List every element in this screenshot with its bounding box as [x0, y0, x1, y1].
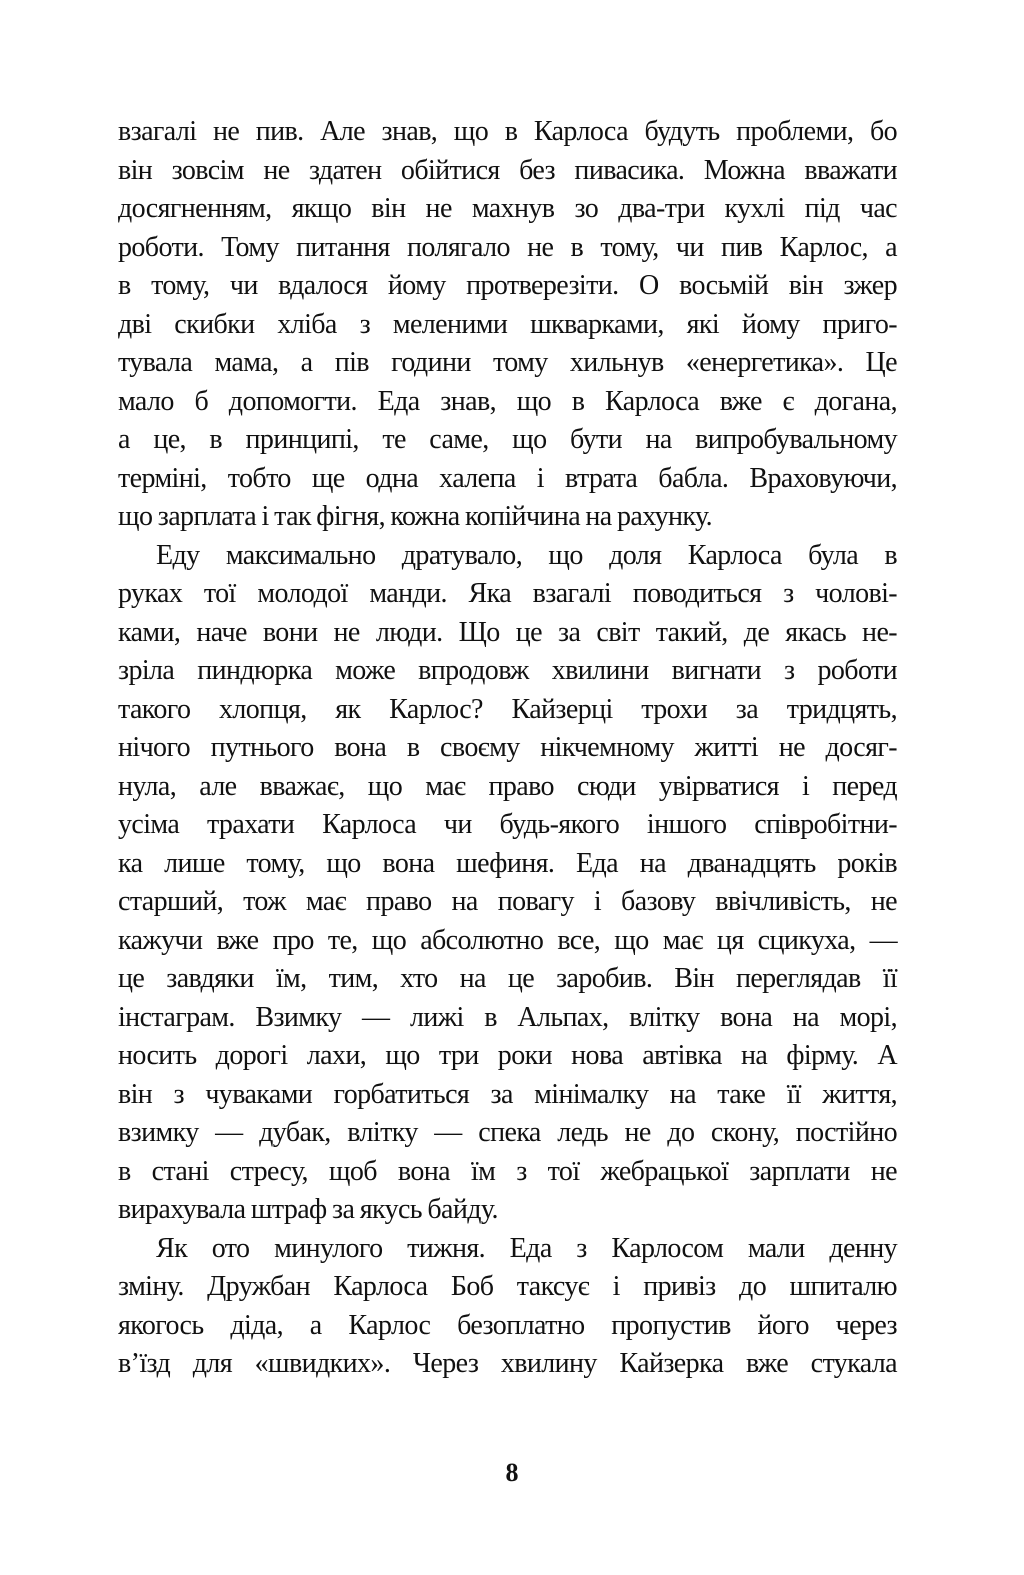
paragraph-3 [118, 1230, 897, 1384]
text-line: Еду максимально дратувало, що доля Карлоса була в [156, 539, 897, 571]
text-line: що зарплата і так фігня, кожна копійчина на рахунку. [118, 501, 712, 532]
text-line: в стані стресу, щоб вона їм з тої жебрацької зарплати не [118, 1155, 897, 1187]
text-line: а це, в принципі, те саме, що бути на випробувальному [118, 424, 897, 455]
text-line: вирахувала штраф за якусь байду. [118, 1194, 498, 1225]
text-line: зріла пиндюрка може впродовж хвилини вигнати з роботи [118, 655, 897, 686]
text-line: ка лише тому, що вона шефиня. Еда на дванадцять років [118, 847, 897, 879]
text-line: кажучи вже про те, що абсолютно все, що має ця сцикуха, — [118, 924, 897, 956]
text-line: інстаграм. Взимку — лижі в Альпах, влітку вона на морі, [118, 1001, 897, 1033]
text-line: роботи. Тому питання полягало не в тому, чи пив Карлос, а [118, 231, 897, 263]
text-line: Як ото минулого тижня. Еда з Карлосом мали денну [156, 1232, 897, 1264]
text-line: дві скибки хліба з меленими шкварками, які йому приго- [118, 308, 897, 340]
text-line: він з чуваками горбатиться за мінімалку на таке її життя, [118, 1078, 897, 1110]
text-line: носить дорогі лахи, що три роки нова автівка на фірму. А [118, 1040, 897, 1071]
paragraph-2 [118, 537, 897, 1230]
text-line: тувала мама, а пів години тому хильнув «енергетика». Це [118, 347, 897, 378]
text-line: він зовсім не здатен обійтися без пивасика. Можна вважати [118, 154, 897, 186]
text-line: нула, але вважає, що має право сюди увірватися і перед [118, 770, 897, 802]
text-line: такого хлопця, як Карлос? Кайзерці трохи за тридцять, [118, 693, 897, 725]
text-line: взагалі не пив. Але знав, що в Карлоса будуть проблеми, бо [118, 116, 897, 147]
text-line: старший, тож має право на повагу і базову ввічливість, не [118, 886, 897, 917]
page-number: 8 [505, 1458, 519, 1487]
text-line: руках тої молодої манди. Яка взагалі поводиться з чолові- [118, 578, 897, 609]
text-line: якогось діда, а Карлос безоплатно пропустив його через [118, 1309, 897, 1341]
text-line: мало б допомогти. Еда знав, що в Карлоса вже є догана, [118, 385, 897, 417]
text-line: в тому, чи вдалося йому протверезіти. О восьмій він зжер [118, 270, 897, 301]
paragraph-1 [118, 113, 897, 537]
text-line: в’їзд для «швидких». Через хвилину Кайзерка вже стукала [118, 1348, 897, 1379]
text-line: нічого путнього вона в своєму нікчемному житті не досяг- [118, 732, 897, 763]
text-line: зміну. Дружбан Карлоса Боб таксує і привіз до шпиталю [118, 1271, 897, 1302]
text-line: терміні, тобто ще одна халепа і втрата бабла. Враховуючи, [118, 462, 897, 494]
text-line: ками, наче вони не люди. Що це за світ такий, де якась не- [118, 616, 897, 648]
text-line: взимку — дубак, влітку — спека ледь не до скону, постійно [118, 1117, 897, 1148]
text-line: це завдяки їм, тим, хто на це заробив. Він переглядав її [118, 963, 897, 994]
text-line: досягненням, якщо він не махнув зо два-три кухлі під час [118, 193, 897, 224]
text-line: усіма трахати Карлоса чи будь-якого іншого співробітни- [118, 809, 897, 840]
book-page-text [118, 113, 897, 1384]
